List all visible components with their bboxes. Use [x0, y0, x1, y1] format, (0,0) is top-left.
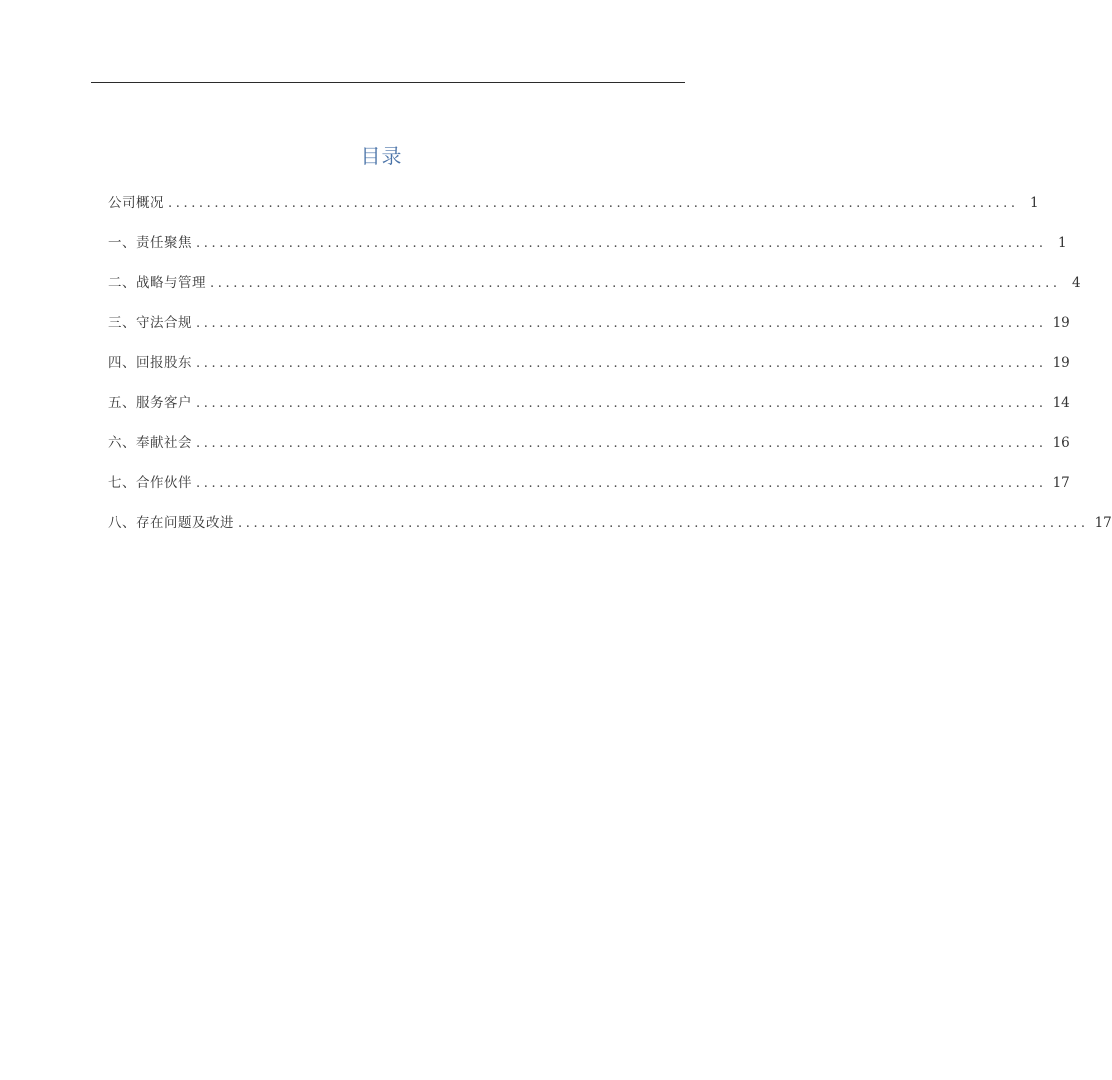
- toc-entry[interactable]: [108, 229, 1067, 269]
- toc-entry-label: 四、回报股东: [108, 355, 192, 371]
- toc-leader-dots: ..............................................................................................................: [196, 316, 1047, 331]
- toc-entry-label: 七、合作伙伴: [108, 475, 192, 491]
- header-rule: [91, 82, 685, 83]
- toc-list: [108, 189, 1112, 549]
- toc-entry-label: 三、守法合规: [108, 315, 192, 331]
- toc-entry[interactable]: [108, 349, 1070, 389]
- toc-entry-page-number: 17: [1094, 515, 1112, 531]
- toc-entry-label: 一、责任聚焦: [108, 235, 192, 251]
- toc-entry[interactable]: [108, 509, 1112, 549]
- toc-entry-label: 公司概况: [108, 195, 164, 211]
- toc-leader-dots: ..............................................................................................................: [196, 436, 1047, 451]
- toc-entry[interactable]: [108, 389, 1070, 429]
- toc-entry-label: 六、奉献社会: [108, 435, 192, 451]
- toc-entry[interactable]: [108, 469, 1070, 509]
- toc-entry-label: 五、服务客户: [108, 395, 192, 411]
- toc-entry-page-number: 17: [1052, 475, 1070, 491]
- toc-entry[interactable]: [108, 309, 1070, 349]
- toc-entry-page-number: 14: [1052, 395, 1070, 411]
- toc-entry-page-number: 19: [1052, 315, 1070, 331]
- toc-leader-dots: ..............................................................................................................: [196, 396, 1047, 411]
- toc-leader-dots: ..............................................................................................................: [196, 236, 1047, 251]
- toc-entry-page-number: 1: [1057, 235, 1067, 251]
- toc-entry-page-number: 4: [1071, 275, 1081, 291]
- toc-entry[interactable]: [108, 269, 1081, 309]
- toc-entry-page-number: 16: [1052, 435, 1070, 451]
- toc-entry-page-number: 1: [1029, 195, 1039, 211]
- toc-leader-dots: ..............................................................................................................: [210, 276, 1061, 291]
- toc-leader-dots: ..............................................................................................................: [168, 196, 1019, 211]
- toc-title: 目录: [360, 144, 403, 168]
- toc-entry[interactable]: [108, 189, 1039, 229]
- toc-leader-dots: ..............................................................................................................: [196, 356, 1047, 371]
- toc-entry-label: 八、存在问题及改进: [108, 515, 234, 531]
- toc-entry-label: 二、战略与管理: [108, 275, 206, 291]
- toc-leader-dots: ..............................................................................................................: [238, 516, 1089, 531]
- toc-entry-page-number: 19: [1052, 355, 1070, 371]
- toc-entry[interactable]: [108, 429, 1070, 469]
- toc-leader-dots: ..............................................................................................................: [196, 476, 1047, 491]
